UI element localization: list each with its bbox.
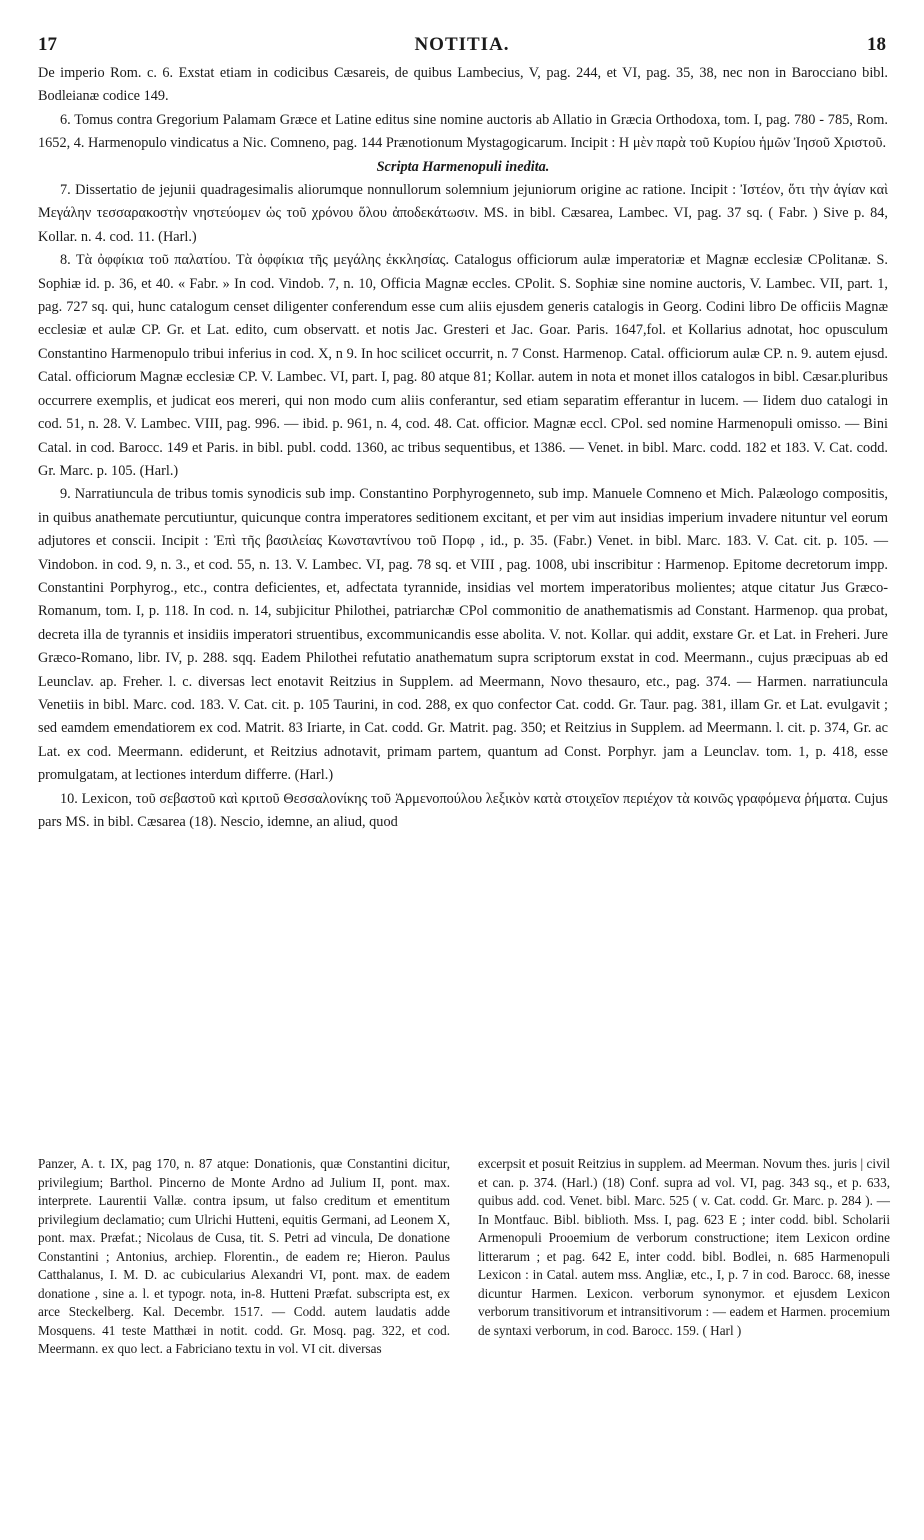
paragraph-item-8: 8. Τὰ ὀφφίκια τοῦ παλατίου. Τὰ ὀφφίκια τῆς μεγάλης ἐκκλησίας. Catalogus officiorum aulæ imperatoriæ et Magnæ ecclesiæ CPolitanæ. S. Sophiæ id. p. 36, et 40. « Fabr. » In cod. Vindob. 7, n. 10, Officia Magnæ eccles. CPolit. S. Sophiæ sine nomine auctoris, V. Lambec. VII, part. 1, pag. 727 sq. qui, hunc catalogum censet diligenter conferendum esse cum aliis ejusdem generis catalogis in Georg. Codini libro De officiis Magnæ ecclesiæ et aulæ CP. Gr. et Lat. edito, cum observatt. et notis Jac. Gresteri et Jac. Goar. Paris. 1647,fol. et Kollarius adnotat, hoc opusculum Constantino Harmenopulo tribui inferius in cod. X, n 9. In hoc scilicet occurrit, n. 7 Const. Harmenop. Catal. officiorum aulæ CP. n. 9. autem ejusd. Catal. officiorum Magnæ ecclesiæ CP. V. Lambec. VI, part. I, pag. 80 atque 81; Kollar. autem in nota et monet illos catalogos in bibl. Cæsar.pluribus occurrere exemplis, et judicat eos mereri, qui non modo cum aliis conferantur, sed etiam separatim efferantur in lucem. — Iidem duo catalogi in cod. 51, n. 28. V. Lambec. VIII, pag. 996. — ibid. p. 961, n. 4, cod. 48. Cat. officior. Magnæ eccl. CPol. sed nomine Harmenopuli omisso. — Bini Catal. in cod. Barocc. 149 et Paris. in bibl. publ. codd. 1360, ac tribus sequentibus, et 1386. — Venet. in bibl. Marc. codd. 182 et 183. V. Cat. codd. Gr. Marc. p. 105. (Harl.): [38, 252, 888, 479]
page-number-right: 18: [867, 34, 886, 55]
paragraph-item-10: 10. Lexicon, τοῦ σεβαστοῦ καὶ κριτοῦ Θεσσαλονίκης τοῦ Ἁρμενοπούλου λεξικὸν κατὰ στοιχεῖον περιέχον τὰ κοινῶς γραφόμενα ῥήματα. Cujus pars MS. in bibl. Cæsarea (18). Nescio, idemne, an aliud, quod: [38, 790, 888, 830]
footnote-text-right: excerpsit et posuit Reitzius in supplem. ad Meerman. Novum thes. juris | civil et can. p. 374. (Harl.) (18) Conf. supra ad vol. VI, pag. 343 sq., et p. 633, quibus add. cod. Venet. bibl. Marc. 525 ( v. Cat. codd. Gr. Marc. p. 284 ). — In Montfauc. Bibl. biblioth. Mss. I, pag. 623 E ; inter codd. bibl. Scholarii Armenopuli Prooemium de verborum constructione; item Lexicon ordine litterarum ; et pag. 642 E, inter codd. bibl. Bodlei, n. 685 Harmenopuli Lexicon : in Catal. autem mss. Angliæ, etc., I, p. 7 in cod. Barocc. 68, inesse dicuntur Harmen. Lexicon. verborum synonymor. et ejusdem Lexicon verborum transitivorum et intransitivorum : — eadem et Harmen. procemium de syntaxi verborum, in cod. Barocc. 159. ( Harl ): [478, 1156, 890, 1338]
main-text: [38, 62, 888, 834]
page-number-left: 17: [38, 34, 57, 55]
paragraph-continuation: De imperio Rom. c. 6. Exstat etiam in codicibus Cæsareis, de quibus Lambecius, V, pag. 244, et VI, pag. 35, 38, nec non in Barocciano bibl. Bodleianæ codice 149.: [38, 65, 888, 105]
footnote-text-left: Panzer, A. t. IX, pag 170, n. 87 atque: Donationis, quæ Constantini dicitur, privilegium; Barthol. Pincerno de Monte Ardno ad Julium II, pont. max. interprete. Laurentii Vallæ. contra ipsum, ut falso creditum et ementitum privilegium declamatio; cum Ulrichi Hutteni, equitis Germani, ad Leonem X, pont. max. Præfat.; Nicolaus de Cusa, tit. S. Petri ad vincula, De donatione Constantini ; Antonius, archiep. Florentin., de eadem re; Hieron. Paulus Catthalanus, I. M. D. ac cubicularius Alexandri VI, pont. max. de eadem donatione , sine a. l. et typogr. nota, in-8. Hutteni Præfat. subscripta est, ex arce Steckelberg. Kal. Decembr. 1517. — Codd. autem laudatis adde Mosquens. 41 teste Matthæi in notit. codd. Gr. Mosq. pag. 322, et cod. Meermann. ex quo lect. a Fabriciano textu in vol. VI cit. diversas: [38, 1156, 450, 1356]
footnote-column-right: [478, 1155, 890, 1340]
section-heading: Scripta Harmenopuli inedita.: [376, 158, 550, 175]
paragraph-item-6: 6. Tomus contra Gregorium Palamam Græce et Latine editus sine nomine auctoris ab Allatio in Græcia Orthodoxa, tom. I, pag. 780 - 785, Rom. 1652, 4. Harmenopulo vindicatus a Nic. Comneno, pag. 144 Prænotionum Mystagogicarum. Incipit : Η μὲν παρὰ τοῦ Κυρίου ἡμῶν Ἰησοῦ Χριστοῦ.: [38, 111, 888, 152]
paragraph-item-9: 9. Narratiuncula de tribus tomis synodicis sub imp. Constantino Porphyrogenneto, sub imp. Manuele Comneno et Mich. Palæologo compositis, in quibus anathemate percutiuntur, quicunque contra imperatores seditionem excitant, et per vim aut insidias imperium invadere nituntur vel eorum adjutores et conscii. Incipit : Ἐπὶ τῆς βασιλείας Κωνσταντίνου τοῦ Πορφ , id., p. 35. (Fabr.) Venet. in bibl. Marc. 183. V. Cat. cit. p. 105. — Vindobon. in cod. 9, n. 3., et cod. 55, n. 13. V. Lambec. VI, pag. 78 sq. et VIII , pag. 1008, ubi inscribitur : Harmenop. Epitome decretorum impp. Constantini Porphyrog., etc., contra deficientes, et, adfectata tyrannide, insidias vel mortem imperatoribus molientes; atque citatur Jus Græco-Romanum, tom. I, p. 118. In cod. n. 14, subjicitur Philothei, patriarchæ CPol commonitio de anathematismis ad Constant. Harmenop. qua probat, decreta illa de tyrannis et insidiis imperatori struentibus, excommunicandis esse abolita. V. not. Kollar. qui addit, exstare Gr. et Lat. in Freheri. Jure Græco-Romano, libr. IV, p. 288. sqq. Eadem Philothei refutatio anathematum supra scriptorum exstat in cod. Meermann., cujus præcipuas ab ed Leunclav. ap. Freher. l. c. diversas lect enotavit Reitzius in Supplem. ad Meermann, Novo thesauro, etc., pag. 374. — Harmen. narratiuncula Venetiis in bibl. Marc. cod. 183. V. Cat. cit. p. 105 Taurini, in cod. 288, ex quo confector Cat. codd. Gr. Taur. pag. 381, illam Gr. et Lat. evulgavit ; sed eamdem emendatiorem ex cod. Matrit. 83 Iriarte, in Cat. codd. Gr. Matrit. pag. 350; et Reitzius in Supplem. ad Meermann. l. cit. p. 374, Gr. ac Lat. ex cod. Meermann. ediderunt, et Reitzius adnotavit, primam partem, quantum ad Const. Porphyr. jam a Leunclav. tom. 1, p. 418, esse promulgatam, at lectiones interdum differre. (Harl.): [38, 486, 888, 784]
paragraph-item-7: 7. Dissertatio de jejunii quadragesimalis aliorumque nonnullorum solemnium jejuniorum origine ac ratione. Incipit : Ἰστέον, ὅτι τὴν ἁγίαν καὶ Μεγάλην τεσσαρακοστὴν νηστεύομεν ὡς τοῦ χρόνου ὅλου ἀποδεκάτωσιν. MS. in bibl. Cæsarea, Lambec. VI, pag. 37 sq. ( Fabr. ) Sive p. 84, Kollar. n. 4. cod. 11. (Harl.): [38, 182, 888, 245]
running-header: [38, 34, 886, 60]
running-title: NOTITIA.: [414, 34, 510, 55]
footnote-column-left: [38, 1155, 450, 1359]
